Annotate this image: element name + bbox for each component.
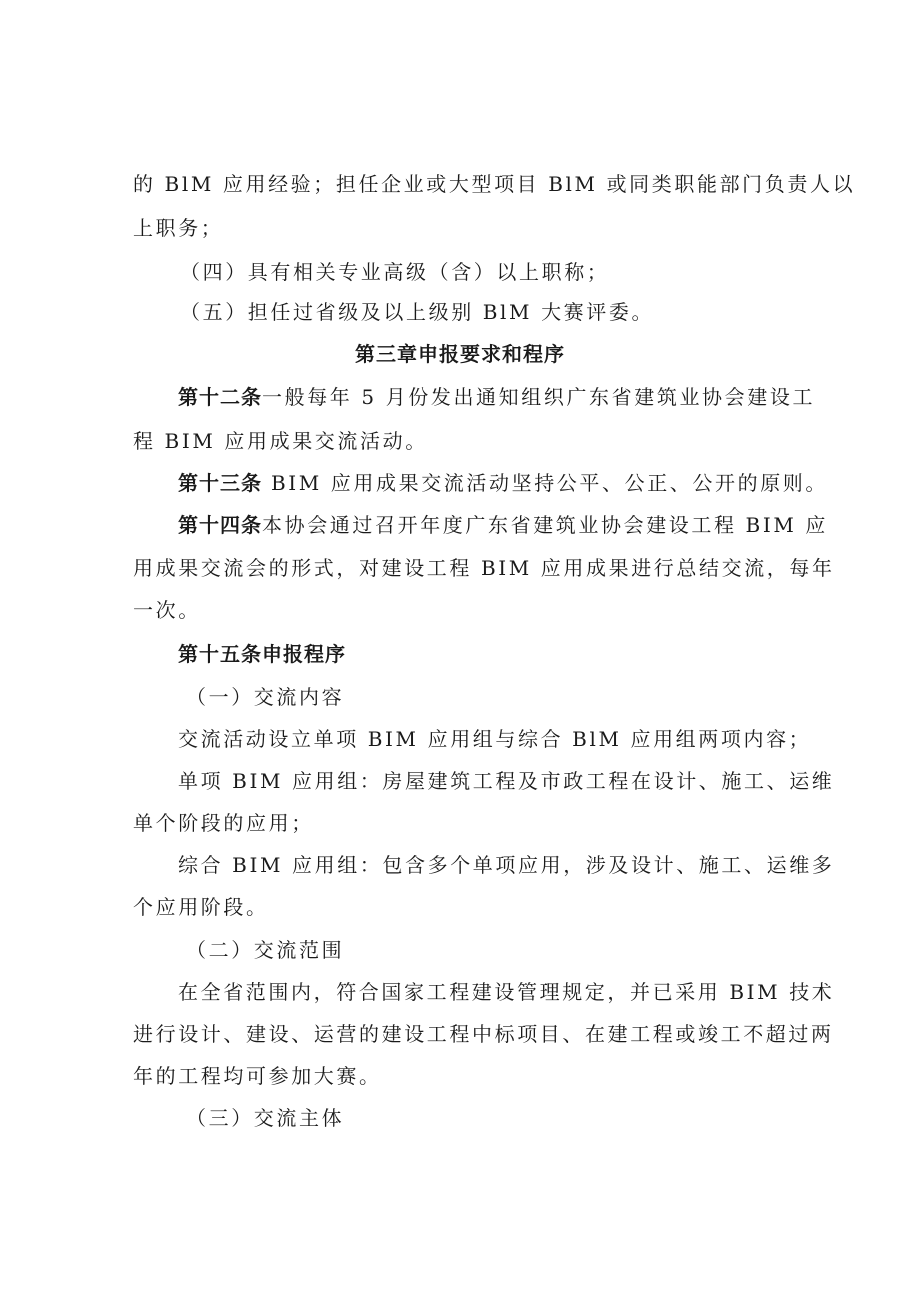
paragraph-line: 上职务；: [133, 216, 224, 240]
article-12-line-2: 程 BIM 应用成果交流活动。: [133, 429, 428, 453]
section-1-heading: （一）交流内容: [186, 685, 345, 709]
section-1-line: 综合 BIM 应用组：包含多个单项应用，涉及设计、施工、运维多: [178, 853, 835, 877]
section-2-line: 年的工程均可参加大赛。: [133, 1064, 382, 1088]
article-14-line-1: [178, 511, 828, 539]
article-12-text: 一般每年 5 月份发出通知组织广东省建筑业协会建设工: [262, 385, 816, 409]
section-1-line: 单项 BIM 应用组：房屋建筑工程及市政工程在设计、施工、运维: [178, 769, 835, 793]
section-3-heading: （三）交流主体: [186, 1106, 345, 1130]
article-13-label: 第十三条: [178, 471, 262, 495]
article-14-line-3: 一次。: [133, 598, 201, 622]
article-12-line-1: [178, 383, 815, 411]
qualification-item-5: （五）担任过省级及以上级别 BlM 大赛评委。: [180, 300, 655, 324]
section-2-heading: （二）交流范围: [186, 938, 345, 962]
chapter-title: 第三章申报要求和程序: [355, 342, 565, 366]
article-13-text: BIM 应用成果交流活动坚持公平、公正、公开的原则。: [262, 471, 828, 495]
article-14-text: 本协会通过召开年度广东省建筑业协会建设工程 BIM 应: [262, 513, 828, 537]
article-14-line-2: 用成果交流会的形式，对建设工程 BIM 应用成果进行总结交流，每年: [133, 556, 835, 580]
article-15-heading: 第十五条申报程序: [178, 642, 346, 666]
section-2-line: 在全省范围内，符合国家工程建设管理规定，并已采用 BIM 技术: [178, 980, 835, 1004]
article-13: [178, 469, 828, 497]
section-2-line: 进行设计、建设、运营的建设工程中标项目、在建工程或竣工不超过两: [133, 1022, 834, 1046]
article-12-label: 第十二条: [178, 385, 262, 409]
section-1-line: 单个阶段的应用；: [133, 811, 314, 835]
qualification-item-4: （四）具有相关专业高级（含）以上职称；: [180, 260, 610, 284]
section-1-line: 个应用阶段。: [133, 895, 269, 919]
section-1-line: 交流活动设立单项 BIM 应用组与综合 BlM 应用组两项内容；: [178, 727, 812, 751]
article-14-label: 第十四条: [178, 513, 262, 537]
paragraph-line: 的 BlM 应用经验；担任企业或大型项目 BlM 或同类职能部门负责人以: [133, 172, 856, 196]
